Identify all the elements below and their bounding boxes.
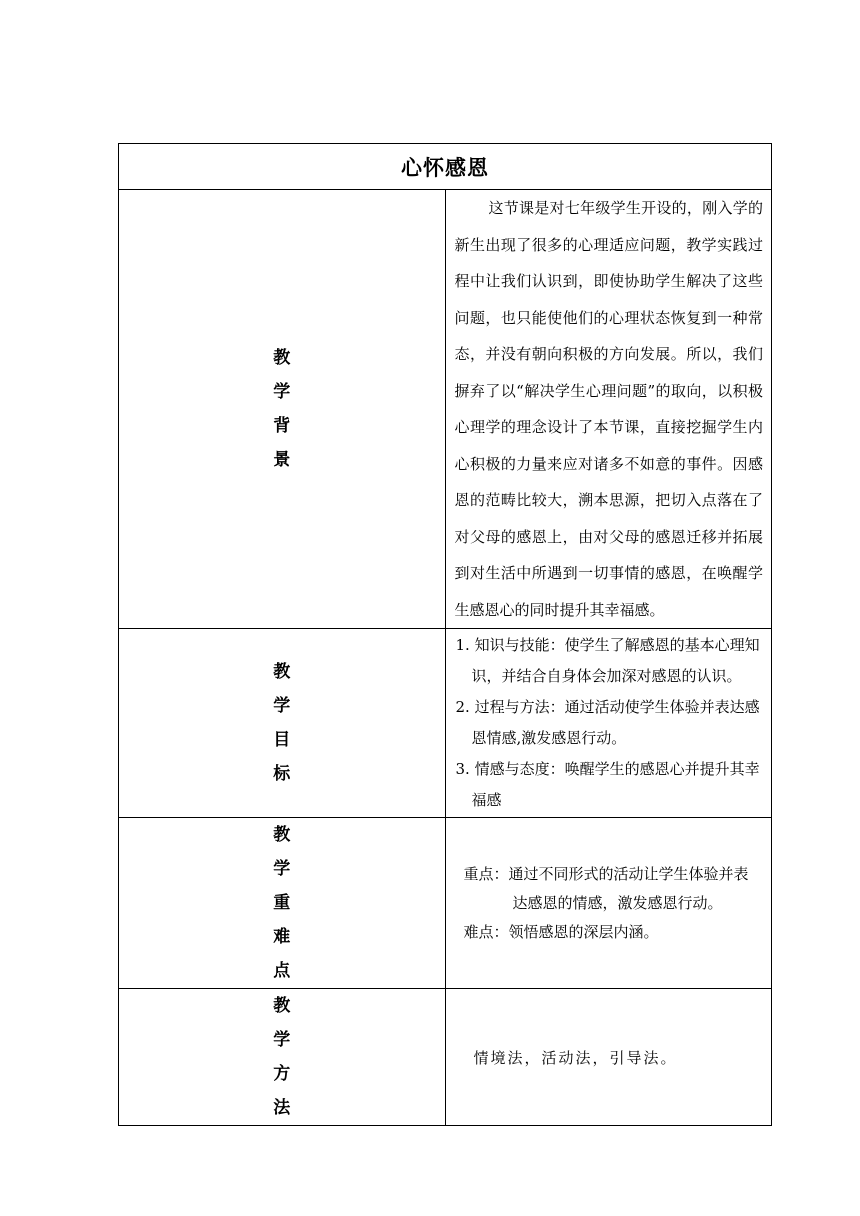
label-char: 学 [273, 696, 291, 716]
key-points-list [446, 860, 772, 947]
label-char: 方 [273, 1064, 291, 1084]
label-char: 景 [273, 450, 291, 470]
label-char: 标 [273, 764, 291, 784]
objective-item: 1. 知识与技能：使学生了解感恩的基本心理知识，并结合自身体会加深对感恩的认识。 [455, 636, 760, 685]
label-char: 学 [273, 382, 291, 402]
label-char: 重 [273, 893, 291, 913]
key-points-row [119, 818, 772, 989]
objectives-content-cell [445, 629, 772, 818]
label-char: 目 [273, 730, 291, 750]
key-point-item: 重点：通过不同形式的活动让学生体验并表达感恩的情感，激发感恩行动。 [463, 864, 749, 912]
background-paragraph: 这节课是对七年级学生开设的，刚入学的新生出现了很多的心理适应问题，教学实践过程中让我们认识到，即使协助学生解决了这些问题，也只能使他们的心理状态恢复到一种常态，并没有朝向积极的方向发展。所以，我们摒弃了以“解决学生心理问题”的取向，以积极心理学的理念设计了本节课，直接挖掘学生内心积极的力量来应对诸多不如意的事件。因感恩的范畴比较大，溯本思源，把切入点落在了对父母的感恩上，由对父母的感恩迁移并拓展到对生活中所遇到一切事情的感恩，在唤醒学生感恩心的同时提升其幸福感。 [454, 199, 763, 619]
key-points-label-cell [119, 818, 446, 989]
methods-content-cell [445, 989, 772, 1126]
title-row [119, 144, 772, 190]
lesson-plan-table [118, 143, 772, 1126]
objective-item: 2. 过程与方法：通过活动使学生体验并表达感恩情感,激发感恩行动。 [455, 698, 760, 747]
background-label [273, 341, 290, 477]
label-char: 难 [273, 927, 291, 947]
objectives-list [446, 630, 772, 816]
methods-label-cell [119, 989, 446, 1126]
methods-label [273, 989, 290, 1125]
methods-row [119, 989, 772, 1126]
difficult-point-item: 难点：领悟感恩的深层内涵。 [463, 922, 659, 941]
label-char: 教 [273, 662, 291, 682]
label-char: 教 [273, 996, 291, 1016]
objectives-row [119, 629, 772, 818]
label-char: 教 [273, 825, 291, 845]
background-label-cell [119, 190, 446, 629]
background-row [119, 190, 772, 629]
methods-text: 情境法，活动法，引导法。 [473, 1048, 678, 1067]
objectives-label [273, 655, 290, 791]
label-char: 法 [273, 1098, 291, 1118]
label-char: 背 [273, 416, 291, 436]
key-points-content-cell [445, 818, 772, 989]
objective-item: 3. 情感与态度：唤醒学生的感恩心并提升其幸福感 [455, 760, 760, 809]
label-char: 教 [273, 348, 291, 368]
objectives-label-cell [119, 629, 446, 818]
document-title: 心怀感恩 [119, 144, 772, 190]
key-points-label [273, 818, 290, 988]
background-content-cell [445, 190, 772, 629]
label-char: 点 [273, 961, 291, 981]
label-char: 学 [273, 859, 291, 879]
label-char: 学 [273, 1030, 291, 1050]
